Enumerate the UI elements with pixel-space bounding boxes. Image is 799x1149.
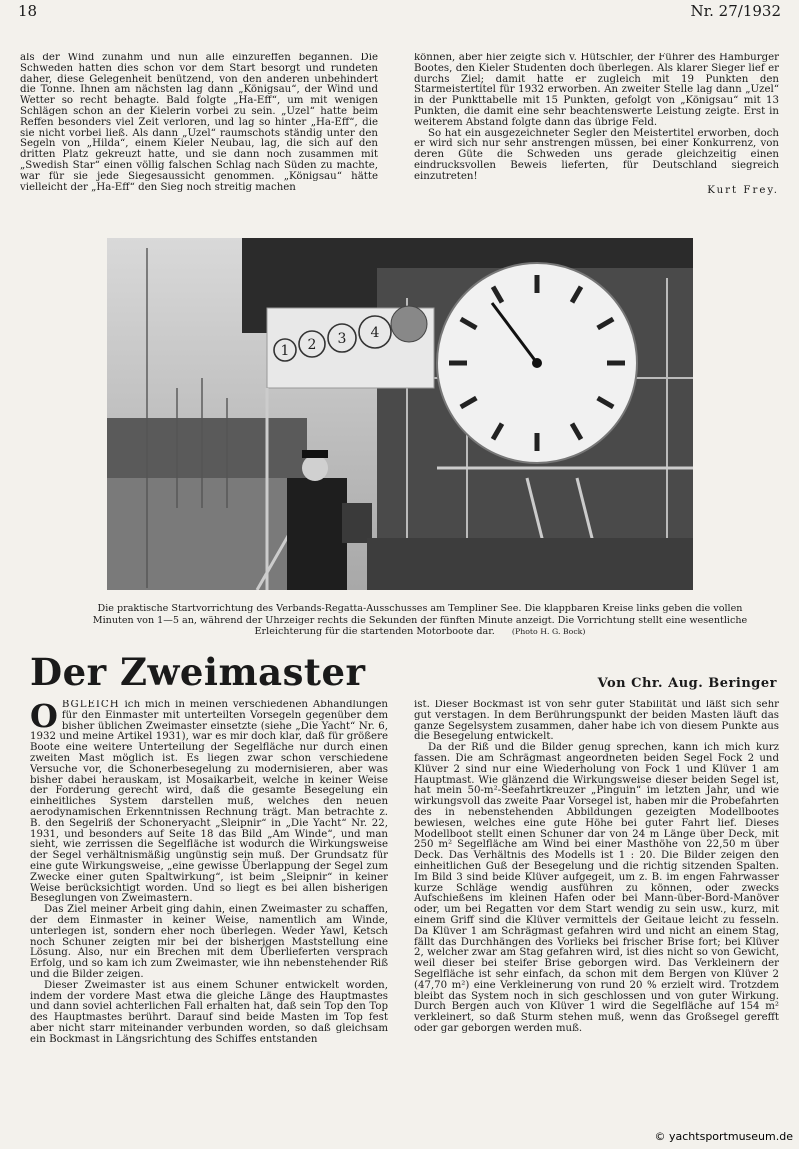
- report-signature: Kurt Frey.: [707, 184, 779, 196]
- article-left-paragraph-3: Dieser Zweimaster ist aus einem Schuner entwickelt worden, indem der vordere Mast etwa die gleiche Länge des Hauptmastes und dann soviel achterlichen Fall erhalten hat, daß sein Top den Top des Hauptmastes berührt. Darauf sind beide Masten im Top fest aber nicht starr miteinander verbunden worden, so daß gleichsam ein Bockmast in Längsrichtung des Schiffes entstanden: [30, 979, 388, 1045]
- article-left-paragraph-1: [30, 700, 388, 905]
- photo-illustration: [107, 238, 693, 590]
- circle-label-1: 1: [280, 343, 290, 359]
- article-right-column: [414, 700, 779, 1130]
- start-device-photo: [107, 238, 693, 590]
- page-number: 18: [18, 2, 38, 20]
- man-figure: [287, 478, 347, 590]
- article-left-column: [30, 700, 388, 1130]
- report-right-column: [414, 53, 779, 239]
- lead-word: BGLEICH: [61, 700, 120, 710]
- caption-text: Die praktische Startvorrichtung des Verbands-Regatta-Ausschusses am Templiner See. Die klappbaren Kreise links geben die vollen Minuten von 1—5 an, während der Uhrzeiger rechts die Sekunden der fünften Minute anzeigt. Die Vorrichtung stellt eine wesentliche Erleichterung für die startenden Motorboote dar.: [92, 603, 748, 637]
- megaphone: [342, 503, 372, 543]
- circle-label-4: 4: [370, 325, 380, 341]
- circle-5-open: [391, 306, 427, 342]
- report-right-text-1: können, aber hier zeigte sich v. Hütschler, der Führer des Hamburger Bootes, den Kieler Studenten doch überlegen. Als klarer Sieger lief er durchs Ziel; damit hatte er zugleich mit 19 Punkten den Starmeistertitel für 1932 erworben. An zweiter Stelle lag dann „Uzel“ in der Punkttabelle mit 15 Punkten, gefolgt von „Königsau“ mit 13 Punkten, die damit eine sehr beachtenswerte Leistung zeigte. Erst in weiterem Abstand folgte dann das übrige Feld.: [414, 53, 779, 128]
- circle-label-2: 2: [307, 337, 317, 353]
- man-cap: [302, 450, 328, 458]
- article-title: Der Zweimaster: [30, 650, 366, 694]
- clock-hub: [532, 358, 542, 368]
- report-left-column: [20, 53, 378, 239]
- man-head: [302, 455, 328, 481]
- article-right-paragraph-2: Da der Riß und die Bilder genug sprechen, kann ich mich kurz fassen. Die am Schrägmast angeordneten beiden Segel Fock 2 und Klüver 2 sind nur eine Wiederholung von Fock 1 und Klüver 1 am Hauptmast. Wie glänzend die Wirkungsweise dieser beiden Segel ist, hat mein 50-m²-Seefahrtkreuzer „Pinguin“ im letzten Jahr, und wie wirkungsvoll das zweite Paar Vorsegel ist, haben mir die Probefahrten des in nebenstehenden Abbildungen gezeigten Modellbootes bewiesen, welches eine gute Höhe bei guter Fahrt lief. Dieses Modellboot stellt einen Schuner dar von 24 m Länge über Deck, mit 250 m² Segelfläche am Wind bei einer Masthöhe von 22,50 m über Deck. Das Verhältnis des Modells ist 1 : 20. Die Bilder zeigen den einheitlichen Guß der Besegelung und die richtig sitzenden Spalten. Im Bild 3 sind beide Klüver aufgegeit, um z. B. im engen Fahrwasser kurze Schläge wendig ausführen zu können, oder zwecks Aufschießens im kleinen Hafen oder bei Mann-über-Bord-Manöver oder, um bei Regatten vor dem Start wendig zu sein usw., kurz, mit einem Griff sind die Klüver vermittels der Geitaue leicht zu fesseln. Da Klüver 1 am Schrägmast gefahren wird und nicht an einem Stag, fällt das Durchhängen des Vorlieks bei frischer Brise fort; bei Klüver 2, welcher zwar am Stag gefahren wird, ist dies nicht so von Gewicht, weil dieser bei steifer Brise geborgen wird. Das Verkleinern der Segelfläche ist sehr einfach, da schon mit dem Bergen von Klüver 2 (47,70 m²) eine Verkleinerung von rund 20 % erzielt wird. Trotzdem bleibt das System noch in sich geschlossen und von guter Wirkung. Durch Bergen auch von Klüver 1 wird die Segelfläche auf 154 m² verkleinert, so daß Sturm stehen muß, wenn das Großsegel gerefft oder gar geborgen werden muß.: [414, 742, 779, 1034]
- article-author: Von Chr. Aug. Beringer: [597, 676, 777, 691]
- tree-line: [107, 418, 307, 478]
- report-right-text-2: So hat ein ausgezeichneter Segler den Meistertitel erworben, doch er wird sich nur sehr anstrengen müssen, bei einer Konkurrenz, von deren Güte die Schweden uns gerade gleichzeitig einen eindrucksvollen Beweis lieferten, für Deutschland siegreich einzutreten!: [414, 127, 779, 182]
- circle-label-3: 3: [337, 331, 347, 347]
- photo-credit: (Photo H. G. Bock): [511, 627, 586, 636]
- issue-number: Nr. 27/1932: [690, 2, 781, 20]
- report-left-text: als der Wind zunahm und nun alle einzureffen begannen. Die Schweden hatten dies schon vor dem Start besorgt und rundeten daher, diese Gelegenheit benützend, von den anderen unbehindert die Tonne. Ihnen am nächsten lag dann „Königsau“, der Wind und Wetter so recht behagte. Bald folgte „Ha-Eff“, um mit wenigen Schlägen schon an der Kielerin vorbei zu sein. „Uzel“ hatte beim Reffen besonders viel Zeit verloren, und lag so hinter „Ha-Eff“, die sie nicht vorbei ließ. Als dann „Uzel“ raumschots ständig unter den Segeln von „Hilda“, einem Kieler Neubau, lag, die sich auf den dritten Platz gekreuzt hatte, und sie dann noch zusammen mit „Swedish Star“ einen völlig falschen Schlag nach Süden zu machte, war für sie jede Siegesaussicht genommen. „Königsau“ hätte vielleicht der „Ha-Eff“ den Sieg noch streitig machen: [20, 53, 378, 193]
- photo-caption: [80, 603, 760, 638]
- drop-cap: O: [30, 700, 58, 735]
- water: [107, 478, 307, 590]
- article-right-paragraph-1: ist. Dieser Bockmast ist von sehr guter Stabilität und läßt sich sehr gut verstagen. In dem Berührungspunkt der beiden Masten läuft das ganze Segelsystem zusammen, daher habe ich von diesem Punkte aus die Besegelung entwickelt.: [414, 700, 779, 743]
- article-left-text-1: ich mich in meinen verschiedenen Abhandlungen für den Einmaster mit unterteilten Vorsegeln gegenüber dem bisher üblichen Zweimaster einsetzte (siehe „Die Yacht“ Nr. 6, 1932 und meine Artikel 1931), war es mir doch klar, daß für größere Boote eine weitere Unterteilung der Segelfläche nur durch einen zweiten Mast möglich ist. Es liegen zwar schon verschiedene Versuche vor, die Schonerbesegelung zu modernisieren, aber was bisher dabei herauskam, ist Mosaikarbeit, welche in keiner Weise der Forderung gerecht wird, daß die gesamte Besegelung ein einheitliches System darstellen muß, welches den neuen aerodynamischen Erkenntnissen Rechnung trägt. Man betrachte z. B. den Segelriß der Schoneryacht „Sleipnir“ in „Die Yacht“ Nr. 22, 1931, und besonders auf Seite 18 das Bild „Am Winde“, und man sieht, wie zerrissen die Segelfläche ist wodurch die Wirkungsweise der Segel verhältnismäßig ungünstig sein muß. Der Grundsatz für eine gute Wirkungsweise, „eine gewisse Überlappung der Segel zum Zwecke einer guten Spaltwirkung“, ist beim „Sleipnir“ in keiner Weise berücksichtigt worden. Und so liegt es bei allen bisherigen Beseglungen von Zweimastern.: [30, 700, 388, 905]
- flower-bed: [367, 538, 693, 590]
- article-left-paragraph-2: Das Ziel meiner Arbeit ging dahin, einen Zweimaster zu schaffen, der dem Einmaster in keiner Weise, namentlich am Winde, unterlegen ist, sondern eher noch überlegen. Weder Yawl, Ketsch noch Schuner zeigten mir bei der bisherigen Maststellung eine Lösung. Also, nur ein Brechen mit dem Überlieferten versprach Erfolg, und so kam ich zum Zweimaster, wie ihn nebenstehender Riß und die Bilder zeigen.: [30, 904, 388, 980]
- watermark: © yachtsportmuseum.de: [654, 1130, 793, 1143]
